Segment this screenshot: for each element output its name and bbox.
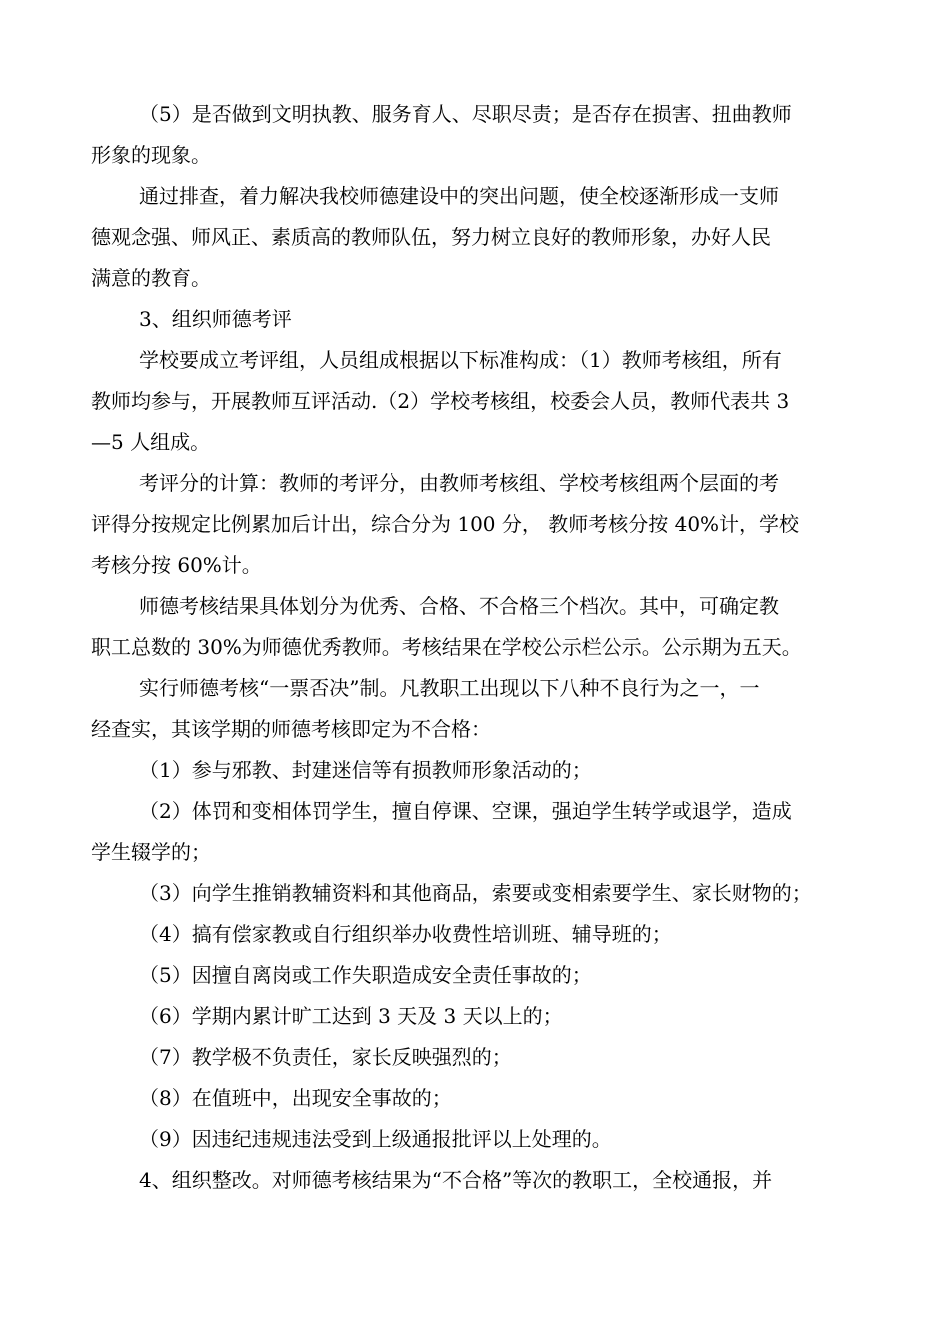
list-item: （2）体罚和变相体罚学生，擅自停课、空课，强迫学生转学或退学，造成	[139, 799, 792, 823]
text-line: 德观念强、师风正、素质高的教师队伍，努力树立良好的教师形象，办好人民	[91, 225, 771, 249]
list-item: （5）因擅自离岗或工作失职造成安全责任事故的；	[139, 963, 592, 987]
text-line: 职工总数的 30%为师德优秀教师。考核结果在学校公示栏公示。公示期为五天。	[91, 635, 802, 659]
text-line: 评得分按规定比例累加后计出，综合分为 100 分， 教师考核分按 40%计，学校	[91, 512, 800, 536]
list-item: （3）向学生推销教辅资料和其他商品，索要或变相索要学生、家长财物的；	[139, 881, 812, 905]
text-line: 教师均参与，开展教师互评活动.（2）学校考核组，校委会人员，教师代表共 3	[91, 389, 790, 413]
list-item: （8）在值班中，出现安全事故的；	[139, 1086, 452, 1110]
list-item: （1）参与邪教、封建迷信等有损教师形象活动的；	[139, 758, 592, 782]
text-line: 考核分按 60%计。	[91, 553, 262, 577]
text-line: 学生辍学的；	[91, 840, 211, 864]
text-line: 通过排查，着力解决我校师德建设中的突出问题，使全校逐渐形成一支师	[139, 184, 779, 208]
section-heading: 3、组织师德考评	[139, 307, 292, 331]
text-line: 学校要成立考评组，人员组成根据以下标准构成：（1）教师考核组，所有	[139, 348, 782, 372]
text-line: —5 人组成。	[91, 430, 211, 454]
text-line: 经查实，其该学期的师德考核即定为不合格：	[91, 717, 491, 741]
text-line: 形象的现象。	[91, 143, 211, 167]
text-line: 满意的教育。	[91, 266, 211, 290]
text-line: （5）是否做到文明执教、服务育人、尽职尽责；是否存在损害、扭曲教师	[139, 102, 792, 126]
text-line: 考评分的计算：教师的考评分，由教师考核组、学校考核组两个层面的考	[139, 471, 779, 495]
text-line: 实行师德考核“一票否决”制。凡教职工出现以下八种不良行为之一，一	[139, 676, 760, 700]
list-item: （9）因违纪违规违法受到上级通报批评以上处理的。	[139, 1127, 612, 1151]
section-heading: 4、组织整改。对师德考核结果为“不合格”等次的教职工，全校通报，并	[139, 1168, 773, 1192]
list-item: （4）搞有偿家教或自行组织举办收费性培训班、辅导班的；	[139, 922, 672, 946]
list-item: （7）教学极不负责任，家长反映强烈的；	[139, 1045, 512, 1069]
text-line: 师德考核结果具体划分为优秀、合格、不合格三个档次。其中，可确定教	[139, 594, 779, 618]
list-item: （6）学期内累计旷工达到 3 天及 3 天以上的；	[139, 1004, 563, 1028]
